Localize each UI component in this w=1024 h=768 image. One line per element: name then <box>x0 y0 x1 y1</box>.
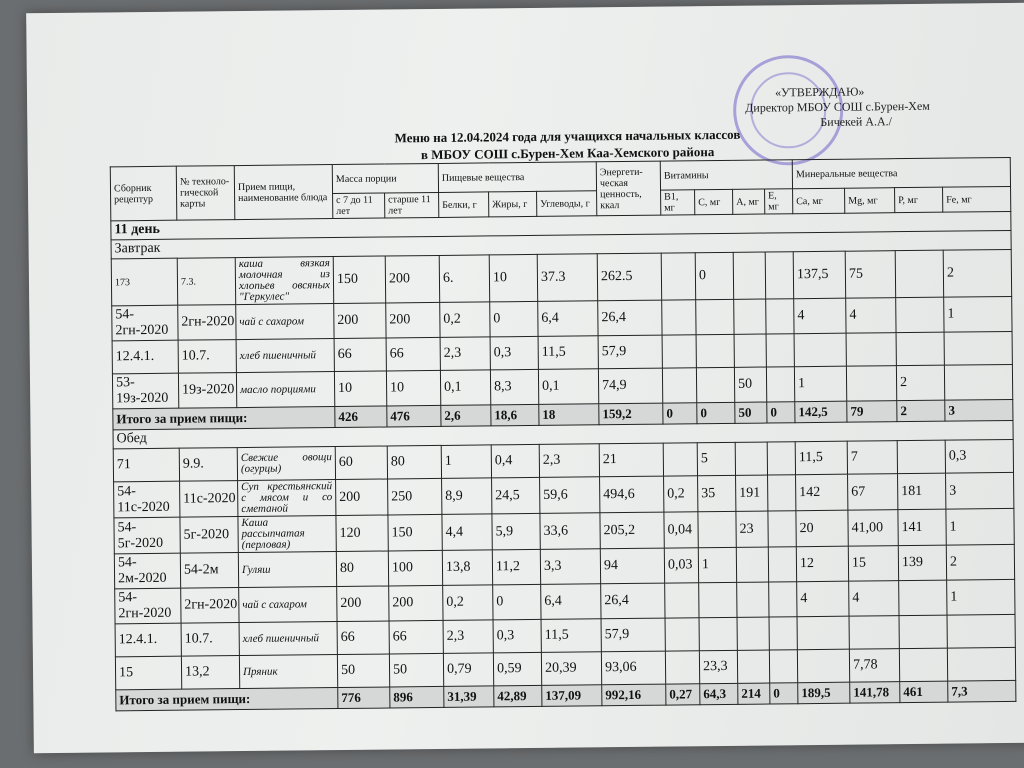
table-cell <box>734 299 766 334</box>
table-cell: 205,2 <box>600 512 664 549</box>
table-cell <box>665 583 699 618</box>
table-cell: 11,5 <box>541 619 601 653</box>
table-cell <box>735 442 767 475</box>
header-protein: Белки, г <box>439 192 489 218</box>
table-cell <box>794 333 846 367</box>
header-fe: Fe, мг <box>943 186 1011 212</box>
table-cell: 23,3 <box>699 650 737 683</box>
total-cell: 3 <box>945 399 1013 421</box>
table-cell: 7.3. <box>177 258 235 306</box>
table-cell: 71 <box>113 448 179 482</box>
table-cell: 10 <box>489 254 537 302</box>
table-cell <box>769 582 797 617</box>
total-cell: 42,89 <box>494 685 542 707</box>
table-cell: 11,2 <box>492 549 540 585</box>
header-mg: Mg, мг <box>845 188 895 214</box>
table-cell: 0,03 <box>664 548 698 583</box>
table-cell: 0,3 <box>490 336 538 370</box>
table-cell <box>699 617 737 650</box>
total-cell: 142,5 <box>795 401 847 423</box>
table-cell <box>662 335 696 368</box>
table-cell: 200 <box>337 586 389 622</box>
table-cell: 54-2м-2020 <box>114 553 180 589</box>
table-cell <box>733 252 765 299</box>
header-dish: Прием пищи, наименование блюда <box>234 165 333 220</box>
dish-name: Суп крестьянский с мясом и со сметаной <box>238 480 336 517</box>
total-cell: 214 <box>738 683 770 704</box>
dish-name: хлеб пшеничный <box>236 339 334 373</box>
table-cell: 50 <box>389 653 443 687</box>
header-e: Е, мг <box>765 189 793 214</box>
table-cell: 0,2 <box>440 302 490 338</box>
table-cell: 2гн-2020 <box>181 588 239 624</box>
table-cell: 0,1 <box>440 370 490 406</box>
table-cell: 93,06 <box>601 651 665 685</box>
table-cell <box>849 616 899 650</box>
table-cell: 142 <box>796 474 848 511</box>
meal-label: Завтрак <box>111 230 1011 258</box>
table-cell <box>769 650 797 683</box>
table-cell: 11,5 <box>538 336 598 370</box>
table-cell <box>769 617 797 650</box>
table-cell: 66 <box>337 621 389 655</box>
total-cell: 776 <box>338 687 390 709</box>
table-cell: 200 <box>336 479 388 516</box>
table-cell: 4 <box>797 581 849 617</box>
header-p: Р, мг <box>895 187 943 213</box>
table-cell: 15 <box>848 546 898 582</box>
table-cell: 5г-2020 <box>180 517 238 554</box>
dish-name: Свежие овощи (огурцы) <box>237 447 335 481</box>
total-cell: 18,6 <box>491 404 539 426</box>
header-techcard: № техноло-гической карты <box>176 166 235 221</box>
total-cell: 0,27 <box>666 684 700 705</box>
table-cell: 33,6 <box>540 513 600 550</box>
table-cell: 13,2 <box>181 656 239 690</box>
table-cell: 4 <box>794 298 846 334</box>
table-cell: 19з-2020 <box>178 373 236 409</box>
table-cell: 1 <box>944 296 1012 332</box>
table-cell: 75 <box>845 251 895 299</box>
table-cell: 5 <box>697 442 735 475</box>
table-cell: 2 <box>896 365 944 401</box>
total-cell: 0 <box>770 683 798 704</box>
table-cell <box>947 614 1015 648</box>
table-cell: 37.3 <box>537 254 598 302</box>
table-cell: 4 <box>849 581 899 617</box>
table-cell: 80 <box>387 445 441 479</box>
table-cell: 150 <box>333 256 385 304</box>
total-cell: 79 <box>847 401 897 423</box>
total-cell: 50 <box>735 402 767 423</box>
table-cell <box>846 333 896 367</box>
day-label: 11 день <box>111 211 1011 239</box>
table-cell: 66 <box>334 338 386 372</box>
table-cell: 120 <box>336 515 388 552</box>
table-cell: 0,79 <box>443 653 493 687</box>
table-cell: 10.7. <box>181 623 239 657</box>
header-carbs: Углеводы, г <box>537 191 597 217</box>
table-cell: 9.9. <box>179 448 237 482</box>
table-cell <box>899 615 947 649</box>
table-cell: 1 <box>946 508 1014 545</box>
table-cell: 0,4 <box>491 444 539 478</box>
header-energy: Энергети-ческая ценность, ккал <box>596 161 661 216</box>
dish-name: Каша рассыпчатая (перловая) <box>238 516 336 553</box>
total-cell: 476 <box>387 405 441 427</box>
table-cell: 1 <box>698 547 736 582</box>
table-cell: 200 <box>334 303 386 339</box>
table-cell: 0,04 <box>664 512 698 548</box>
total-cell: 189,5 <box>798 682 850 704</box>
table-cell: 4,4 <box>442 514 492 551</box>
table-cell <box>696 334 734 367</box>
table-cell: 12.4.1. <box>112 340 178 374</box>
table-cell <box>699 582 737 617</box>
table-cell: 200 <box>386 302 440 338</box>
table-cell: 21 <box>599 443 663 477</box>
table-cell: 20 <box>796 510 848 547</box>
table-cell <box>768 511 796 547</box>
table-cell: 24,5 <box>492 477 540 514</box>
total-cell: 426 <box>335 406 387 428</box>
table-cell: 150 <box>388 514 442 551</box>
total-cell: 0 <box>767 402 795 423</box>
dish-name: масло порциями <box>236 372 334 408</box>
table-cell: 0,59 <box>493 652 541 686</box>
table-cell: 200 <box>389 585 443 621</box>
table-cell <box>737 582 769 617</box>
table-cell: 1 <box>947 579 1015 615</box>
table-cell: 6,4 <box>538 301 598 337</box>
approval-signature: Бичекей А.А./ <box>820 114 893 129</box>
table-cell: 57,9 <box>601 618 665 652</box>
table-cell: 57,9 <box>598 335 662 369</box>
table-cell: 54-2м <box>180 553 238 589</box>
table-cell: 141 <box>898 509 946 546</box>
header-c: С, мг <box>695 189 733 214</box>
total-cell: 461 <box>900 681 948 703</box>
table-cell: 250 <box>388 478 442 515</box>
table-cell: 8,9 <box>442 478 492 515</box>
menu-table <box>110 157 1017 711</box>
table-cell <box>846 366 896 402</box>
dish-name: чай с сахаром <box>239 587 337 623</box>
table-cell <box>737 617 769 650</box>
table-cell: 262.5 <box>597 253 661 301</box>
table-cell <box>899 580 947 616</box>
table-cell: 12.4.1. <box>115 623 181 657</box>
table-cell: 2 <box>943 249 1012 297</box>
header-collection: Сборник рецептур <box>110 166 177 221</box>
table-cell: 4 <box>846 298 896 334</box>
table-cell: 41,00 <box>848 510 898 547</box>
dish-name: хлеб пшеничный <box>239 622 337 656</box>
total-cell: 137,09 <box>542 685 602 707</box>
table-cell <box>698 511 736 547</box>
table-cell: 1 <box>441 445 491 479</box>
meal-label: Обед <box>113 420 1013 448</box>
header-ca: Са, мг <box>793 188 845 214</box>
table-cell <box>734 334 766 367</box>
table-cell <box>944 331 1012 365</box>
total-cell: 18 <box>539 404 599 426</box>
table-cell <box>947 647 1015 681</box>
table-cell: 54-2гн-2020 <box>115 588 181 624</box>
table-cell: 494,6 <box>600 476 664 513</box>
table-cell <box>662 300 696 335</box>
table-cell: 2,3 <box>539 444 599 478</box>
table-cell: 100 <box>388 550 442 586</box>
table-cell: 66 <box>389 620 443 654</box>
table-cell: 13,8 <box>442 550 492 586</box>
table-cell <box>767 442 795 475</box>
total-cell: 141,78 <box>850 682 900 704</box>
table-cell: 3 <box>946 472 1014 509</box>
table-cell: 54-2гн-2020 <box>112 305 178 341</box>
header-fat: Жиры, г <box>489 191 537 217</box>
header-b1: В1, мг <box>661 190 695 215</box>
title-line-2: в МБОУ СОШ с.Бурен-Хем Каа-Хемского района <box>420 144 715 163</box>
table-cell <box>662 368 696 403</box>
total-cell: 2,6 <box>441 405 491 427</box>
table-cell <box>766 334 794 367</box>
table-cell: 7 <box>847 441 897 475</box>
table-cell: 50 <box>337 654 389 688</box>
table-cell <box>766 367 794 402</box>
table-cell: 74,9 <box>598 368 662 404</box>
table-cell: 94 <box>600 548 664 584</box>
table-cell: 2 <box>946 544 1014 580</box>
table-cell <box>663 443 697 476</box>
total-cell: 64,3 <box>700 683 738 704</box>
table-cell: 137,5 <box>793 251 845 299</box>
table-cell: 53-19з-2020 <box>112 373 178 409</box>
page-title <box>327 125 807 164</box>
table-cell <box>896 297 944 333</box>
table-cell <box>696 299 734 334</box>
table-cell: 1 <box>794 366 846 402</box>
total-cell: 896 <box>390 686 444 708</box>
menu-sheet <box>26 3 1024 753</box>
table-cell: 12 <box>796 546 848 582</box>
table-cell: 0 <box>490 301 538 337</box>
table-cell <box>665 651 699 684</box>
table-cell <box>768 547 796 582</box>
total-cell: 0 <box>663 403 697 424</box>
table-cell: 191 <box>736 475 768 511</box>
total-cell: 2 <box>897 400 945 422</box>
table-cell: 50 <box>734 367 766 402</box>
table-cell: 54-5г-2020 <box>114 517 180 554</box>
dish-name: Пряник <box>239 655 337 689</box>
table-cell: 0,2 <box>443 585 493 621</box>
table-cell: 35 <box>698 475 736 511</box>
table-cell: 2,3 <box>440 337 490 371</box>
table-cell <box>736 547 768 582</box>
table-cell <box>665 618 699 651</box>
table-cell: 173 <box>111 258 177 306</box>
title-line-1: Меню на 12.04.2024 года для учащихся начальных классов <box>394 126 741 146</box>
total-cell: 7,3 <box>948 680 1016 702</box>
table-cell: 10 <box>386 370 440 406</box>
table-cell: 0,2 <box>664 476 698 512</box>
table-cell <box>797 649 849 683</box>
total-cell: 992,16 <box>602 684 666 706</box>
table-cell: 23 <box>736 511 768 547</box>
dish-name: Гуляш <box>238 552 336 588</box>
total-cell: 31,39 <box>444 686 494 708</box>
table-cell <box>766 299 794 334</box>
table-cell: 66 <box>386 337 440 371</box>
table-cell: 54-11с-2020 <box>114 481 180 518</box>
total-cell: 0 <box>697 402 735 423</box>
table-cell <box>899 648 947 682</box>
table-cell: 3,3 <box>540 549 600 585</box>
table-cell: 26,4 <box>601 583 665 619</box>
header-age1: с 7 до 11 лет <box>333 193 385 219</box>
table-cell: 7,78 <box>849 649 899 683</box>
header-mass: Масса порции <box>332 163 438 193</box>
total-cell: 159,2 <box>599 403 663 425</box>
header-minerals: Минеральные вещества <box>792 157 1010 188</box>
table-cell: 200 <box>385 255 439 303</box>
dish-name: каша вязкая молочная из хлопьев овсяных "Геркулес" <box>235 257 333 305</box>
table-cell: 60 <box>335 446 387 480</box>
table-cell: 10.7. <box>178 340 236 374</box>
table-cell <box>737 650 769 683</box>
table-cell: 6,4 <box>541 584 601 620</box>
table-cell <box>661 253 695 300</box>
header-vitamins: Витамины <box>660 160 792 190</box>
table-cell <box>765 252 794 299</box>
header-a: А, мг <box>733 189 765 214</box>
table-cell <box>797 616 849 650</box>
total-label: Итого за прием пищи: <box>113 407 335 430</box>
table-cell: 0,3 <box>493 619 541 653</box>
total-label: Итого за прием пищи: <box>116 688 338 711</box>
table-cell: 2,3 <box>443 620 493 654</box>
table-cell: 11с-2020 <box>180 481 238 518</box>
table-cell: 15 <box>115 656 181 690</box>
table-cell: 59,6 <box>540 477 600 514</box>
header-age2: старше 11 лет <box>385 192 439 218</box>
table-cell: 0,3 <box>945 439 1013 473</box>
table-cell: 139 <box>898 545 946 581</box>
table-cell: 181 <box>898 473 946 510</box>
table-cell: 80 <box>336 551 388 587</box>
table-cell <box>696 367 734 402</box>
table-cell: 8,3 <box>490 369 538 405</box>
dish-name: чай с сахаром <box>236 304 334 340</box>
table-cell: 0,1 <box>538 369 598 405</box>
table-cell: 6. <box>439 255 489 303</box>
table-cell <box>895 250 943 298</box>
header-nutrients: Пищевые вещества <box>438 162 596 193</box>
table-cell: 0 <box>695 252 733 299</box>
table-cell: 0 <box>493 584 541 620</box>
approval-block <box>745 83 1005 131</box>
table-cell <box>944 364 1012 400</box>
approval-heading: «УТВЕРЖДАЮ» <box>774 84 865 100</box>
table-cell <box>896 332 944 366</box>
table-cell <box>897 440 945 474</box>
table-cell: 5,9 <box>492 513 540 550</box>
table-cell: 67 <box>848 474 898 511</box>
table-cell <box>768 475 796 511</box>
table-cell: 26,4 <box>598 300 662 336</box>
table-cell: 20,39 <box>541 652 601 686</box>
approval-position: Директор МБОУ СОШ с.Бурен-Хем <box>745 98 930 115</box>
table-cell: 11,5 <box>795 441 847 475</box>
table-cell: 2гн-2020 <box>178 305 236 341</box>
table-cell: 10 <box>334 371 386 407</box>
